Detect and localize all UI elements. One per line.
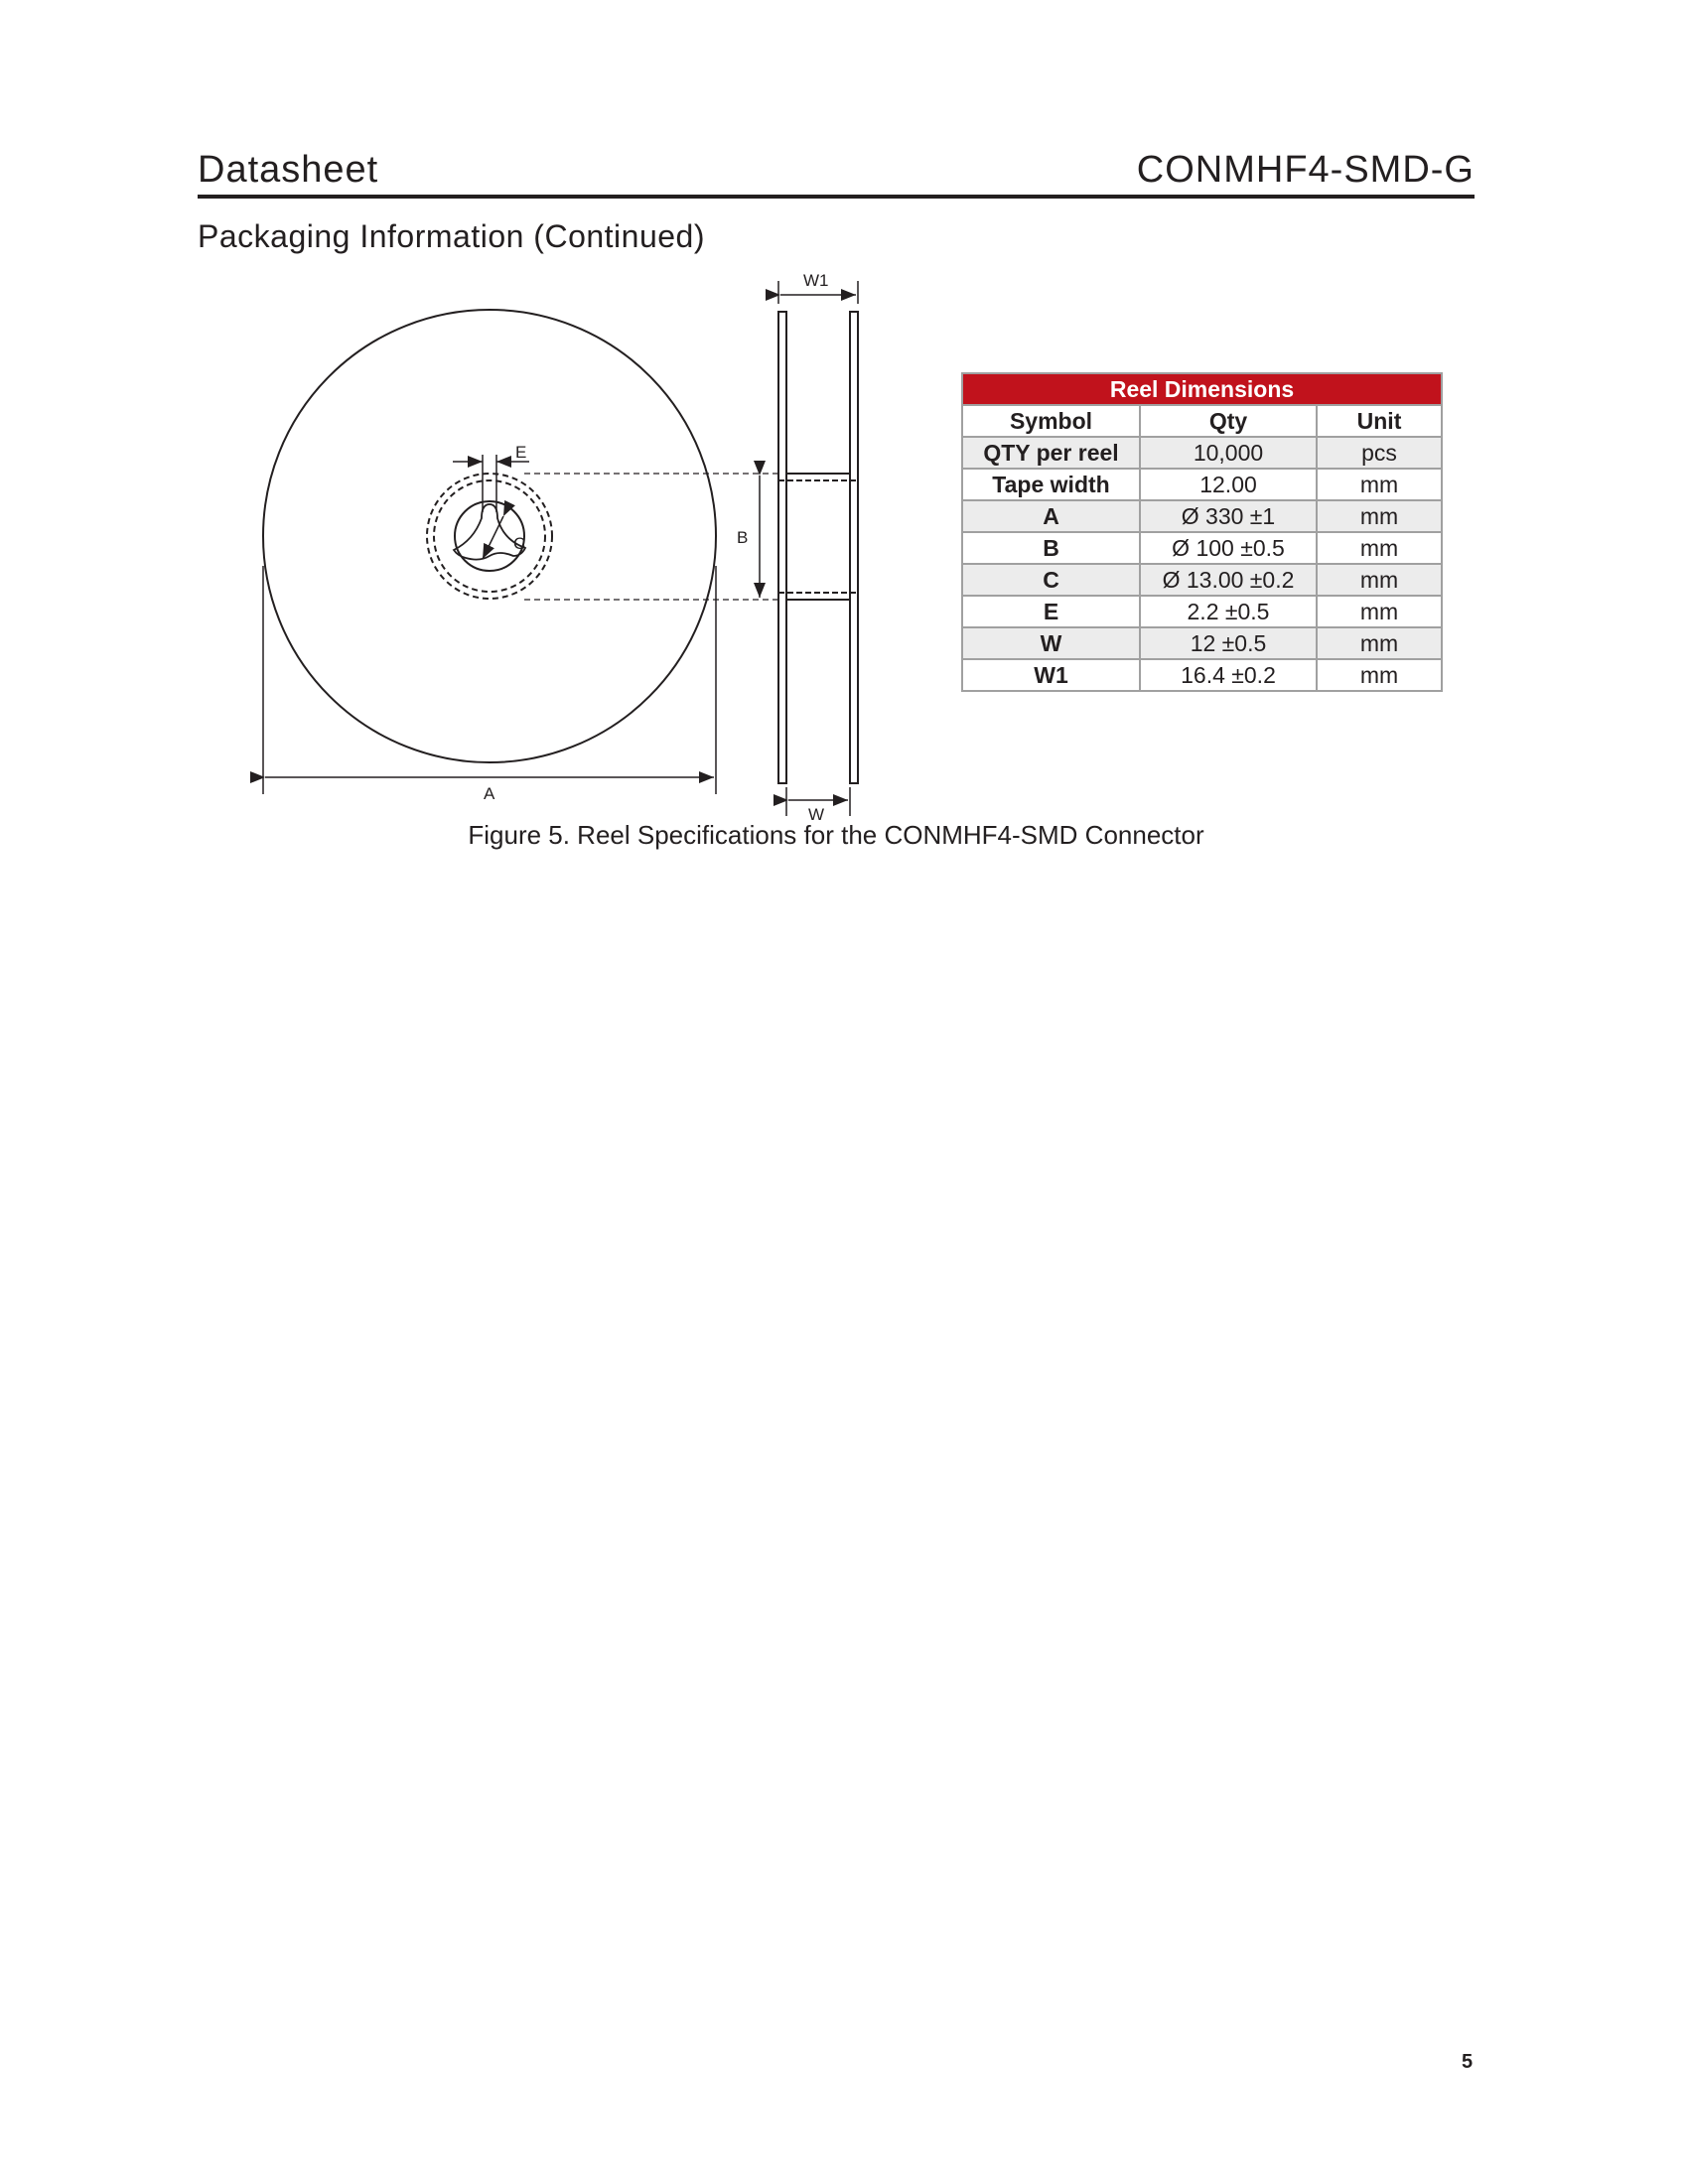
reel-outline xyxy=(263,310,716,762)
cell-unit: mm xyxy=(1317,627,1442,659)
cell-qty: 10,000 xyxy=(1140,437,1317,469)
page-number: 5 xyxy=(1462,2051,1474,2073)
label-a: A xyxy=(484,784,495,803)
cell-unit: mm xyxy=(1317,532,1442,564)
label-w: W xyxy=(808,805,825,824)
cell-symbol: A xyxy=(962,500,1140,532)
reel-flange-right xyxy=(850,312,858,783)
cell-unit: mm xyxy=(1317,500,1442,532)
table-row xyxy=(962,532,1442,564)
cell-symbol: B xyxy=(962,532,1140,564)
cell-qty: 16.4 ±0.2 xyxy=(1140,659,1317,691)
hub-dashed-outer xyxy=(427,474,552,599)
table-row xyxy=(962,500,1442,532)
table-row xyxy=(962,564,1442,596)
cell-unit: mm xyxy=(1317,564,1442,596)
cell-qty: Ø 13.00 ±0.2 xyxy=(1140,564,1317,596)
cell-qty: 12 ±0.5 xyxy=(1140,627,1317,659)
table-row xyxy=(962,596,1442,627)
cell-qty: Ø 100 ±0.5 xyxy=(1140,532,1317,564)
cell-unit: mm xyxy=(1317,596,1442,627)
cell-qty: 2.2 ±0.5 xyxy=(1140,596,1317,627)
cell-symbol: E xyxy=(962,596,1140,627)
reel-flange-left xyxy=(778,312,786,783)
cell-symbol: Tape width xyxy=(962,469,1140,500)
table-row xyxy=(962,437,1442,469)
label-e: E xyxy=(515,443,527,462)
table-row xyxy=(962,627,1442,659)
cell-qty: Ø 330 ±1 xyxy=(1140,500,1317,532)
table-row xyxy=(962,659,1442,691)
cell-symbol: C xyxy=(962,564,1140,596)
table-title: Reel Dimensions xyxy=(962,373,1442,405)
table-header-row xyxy=(962,405,1442,437)
column-header: Qty xyxy=(1140,405,1317,437)
label-b: B xyxy=(737,528,749,547)
column-header: Unit xyxy=(1317,405,1442,437)
cell-qty: 12.00 xyxy=(1140,469,1317,500)
table-row xyxy=(962,469,1442,500)
cell-symbol: W xyxy=(962,627,1140,659)
column-header: Symbol xyxy=(962,405,1140,437)
reel-dimensions-table xyxy=(961,372,1443,692)
cell-symbol: W1 xyxy=(962,659,1140,691)
figure-caption: Figure 5. Reel Specifications for the CONMHF4-SMD Connector xyxy=(468,820,1204,850)
label-w1: W1 xyxy=(803,271,829,290)
cell-symbol: QTY per reel xyxy=(962,437,1140,469)
label-c: C xyxy=(513,534,526,553)
cell-unit: pcs xyxy=(1317,437,1442,469)
section-title: Packaging Information (Continued) xyxy=(198,218,705,254)
cell-unit: mm xyxy=(1317,659,1442,691)
document-title: Datasheet xyxy=(198,149,379,191)
part-number: CONMHF4-SMD-G xyxy=(1136,149,1475,191)
cell-unit: mm xyxy=(1317,469,1442,500)
hub-dashed-inner xyxy=(434,480,545,592)
